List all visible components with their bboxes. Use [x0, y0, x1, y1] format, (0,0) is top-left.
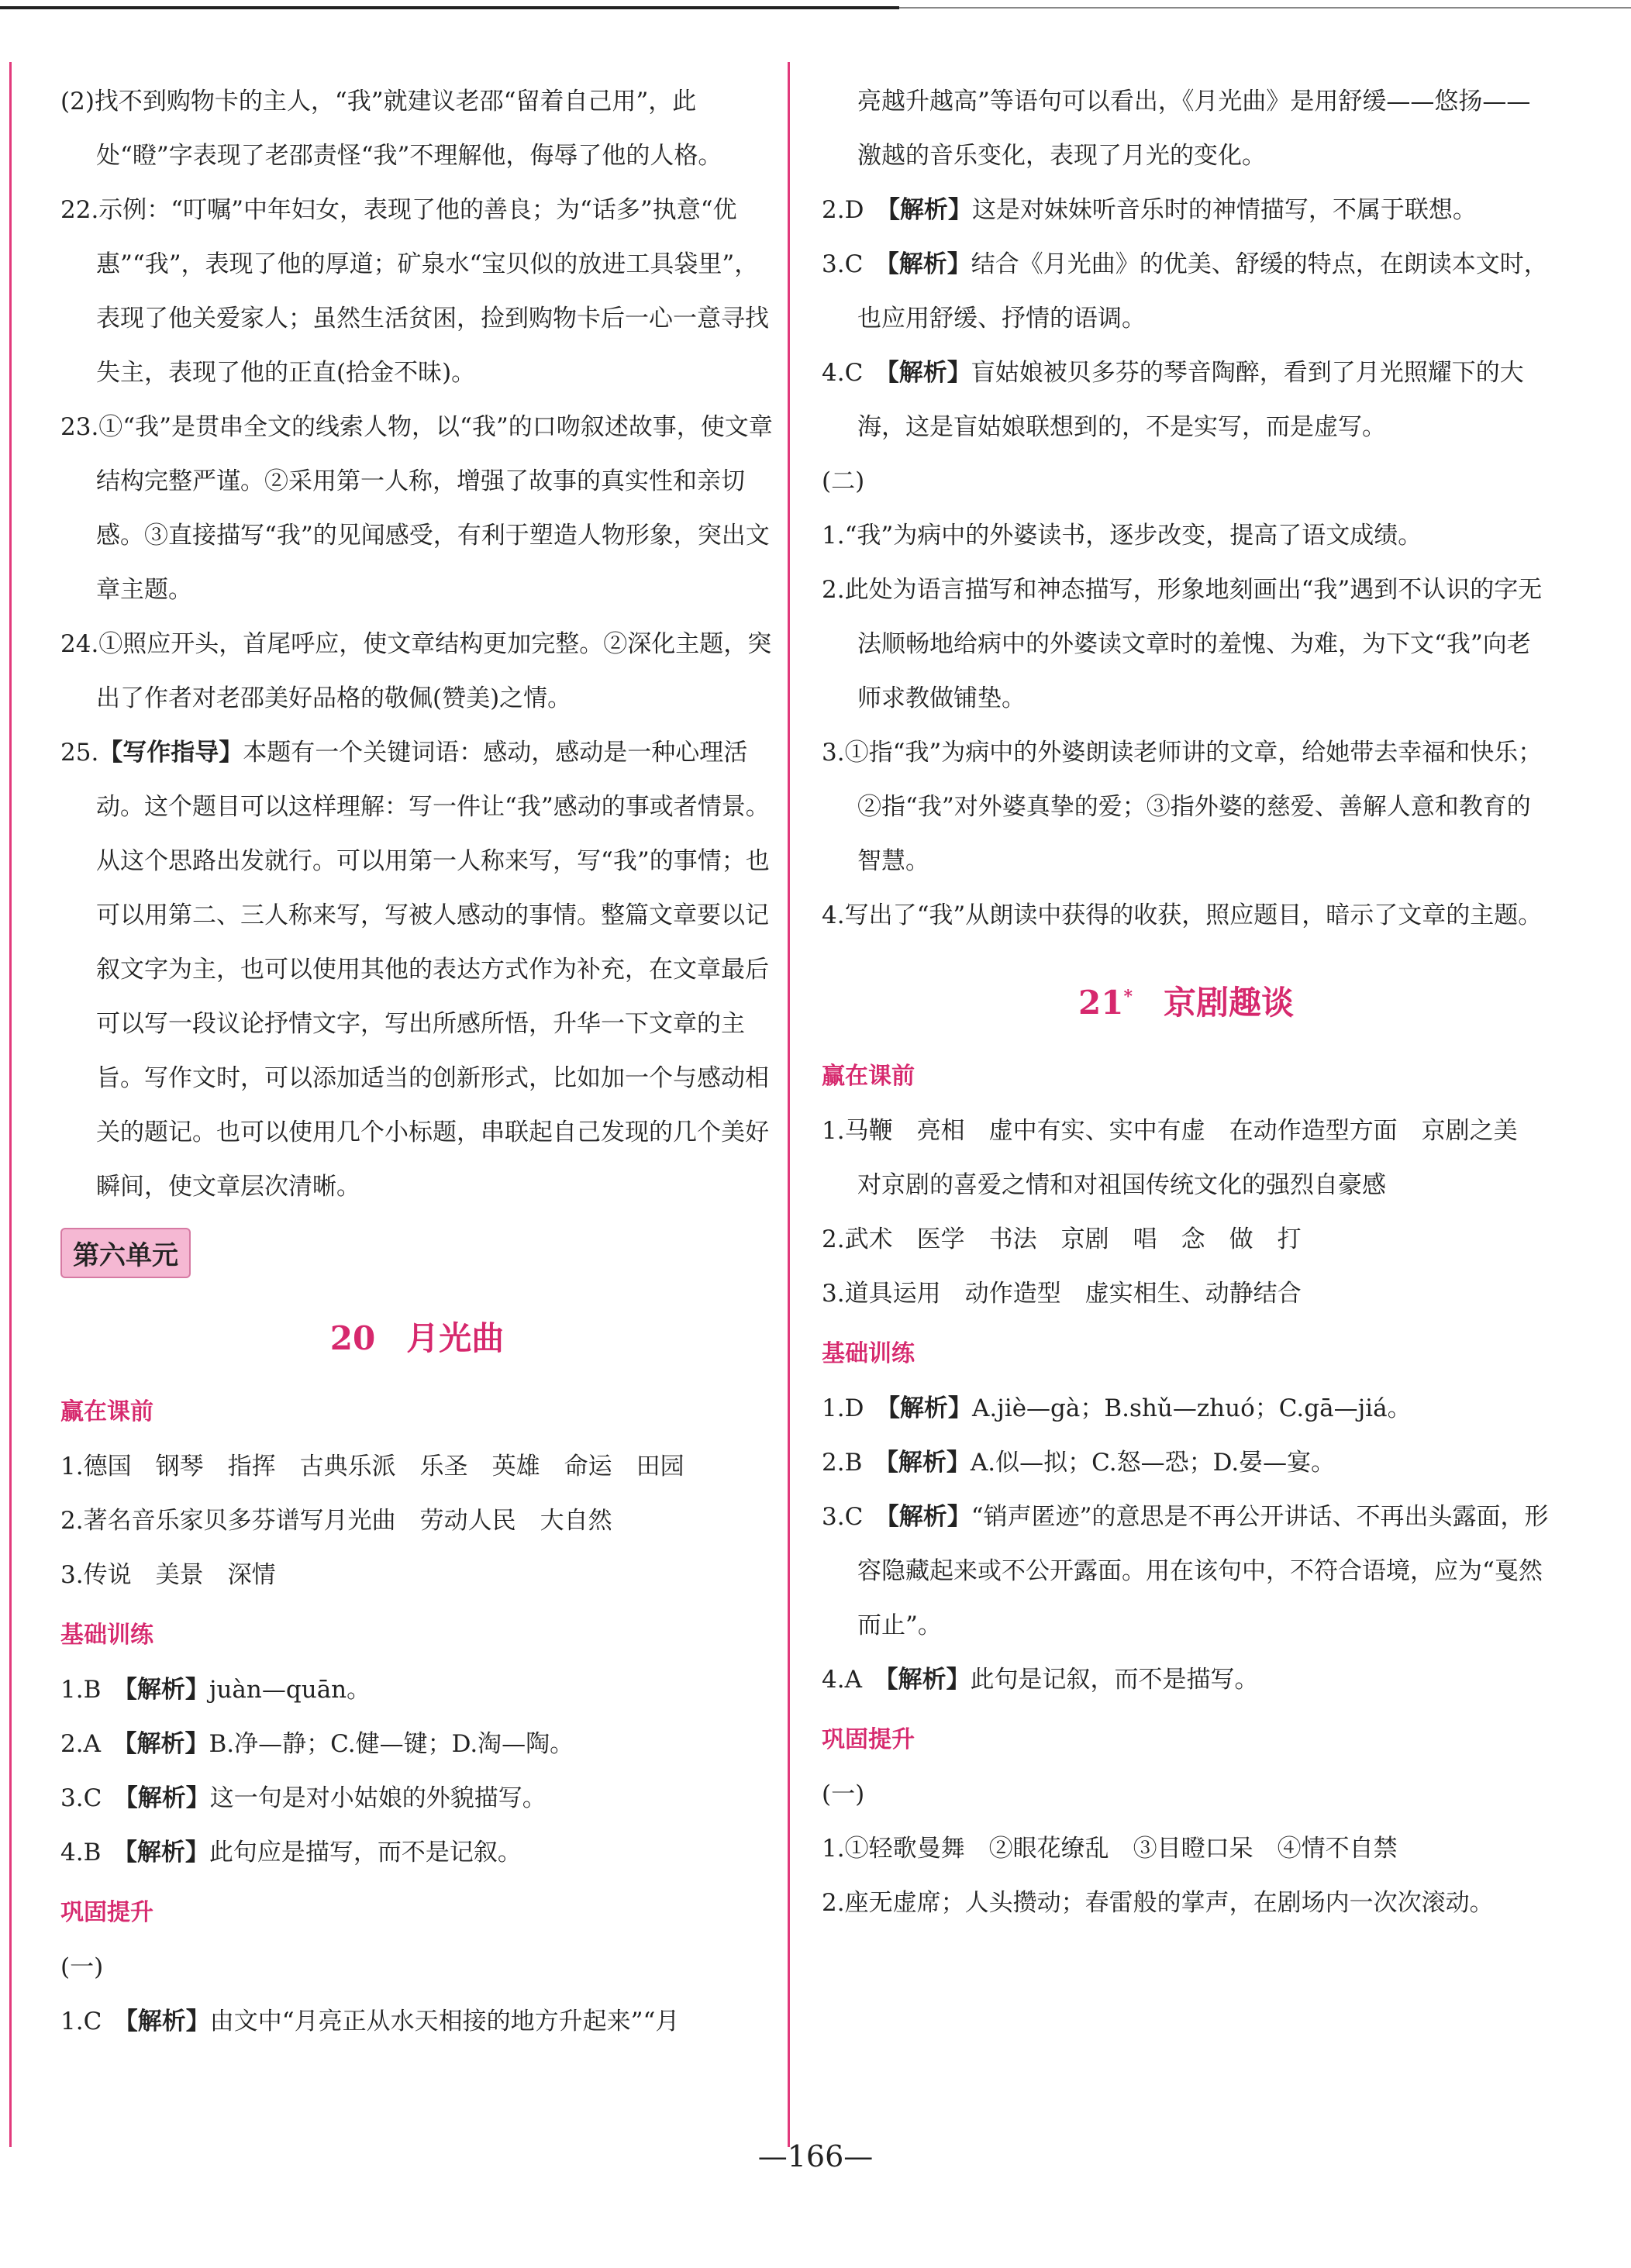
section-heading: 巩固提升 [60, 1899, 153, 1926]
list-item: 1.B 【解析】juàn—quān。 [60, 1676, 371, 1704]
section-heading: 巩固提升 [822, 1726, 915, 1753]
list-item: 2.座无虚席；人头攒动；春雷般的掌声，在剧场内一次次滚动。 [822, 1889, 1494, 1917]
answer-22: 22.示例：“叮嘱”中年妇女，表现了他的善良；为“话多”执意“优惠”“我”，表现了他的厚道；矿泉水“宝贝似的放进工具袋里”，表现了他关爱家人；虽然生活贫困，捡到购物卡后一心一意寻找失主，表现了他的正直(拾金不昧)。 [60, 196, 769, 387]
list-item: 1.马鞭 亮相 虚中有实、实中有虚 在动作造型方面 京剧之美 对京剧的喜爱之情和对祖国传统文化的强烈自豪感 [822, 1117, 1542, 1199]
lesson-title-21 [822, 958, 1550, 1042]
lesson-star: * [1123, 987, 1133, 1007]
section-heading: 赢在课前 [60, 1398, 153, 1425]
list-item: 3.传说 美景 深情 [60, 1561, 276, 1589]
list-item: 4.B 【解析】此句应是描写，而不是记叙。 [60, 1839, 522, 1866]
list-item: 2.著名音乐家贝多芬谱写月光曲 劳动人民 大自然 [60, 1507, 612, 1535]
list-item: 2.武术 医学 书法 京剧 唱 念 做 打 [822, 1225, 1302, 1253]
list-item: 2.此处为语言描写和神态描写，形象地刻画出“我”遇到不认识的字无法顺畅地给病中的外婆读文章时的羞愧、为难，为下文“我”向老师求教做铺垫。 [822, 576, 1543, 712]
lesson-title-20 [60, 1300, 774, 1377]
answer-21-2: (2)找不到购物卡的主人，“我”就建议老邵“留着自己用”，此处“瞪”字表现了老邵责怪“我”不理解他，侮辱了他的人格。 [60, 88, 722, 170]
unit-badge: 第六单元 [60, 1228, 191, 1278]
list-item: 4.C 【解析】盲姑娘被贝多芬的琴音陶醉，看到了月光照耀下的大海，这是盲姑娘联想到的，不是实写，而是虚写。 [822, 359, 1524, 441]
page-number: —166— [757, 2139, 874, 2173]
list-item: 2.B 【解析】A.似—拟；C.怒—恐；D.晏—宴。 [822, 1449, 1336, 1477]
list-item: 1.C 【解析】由文中“月亮正从水天相接的地方升起来”“月 [60, 2008, 680, 2035]
answer-24: 24.①照应开头，首尾呼应，使文章结构更加完整。②深化主题，突出了作者对老邵美好品格的敬佩(赞美)之情。 [60, 630, 772, 712]
list-item: 3.C 【解析】这一句是对小姑娘的外貌描写。 [60, 1784, 547, 1812]
list-item: 1.D 【解析】A.jiè—gà；B.shǔ—zhuó；C.gā—jiá。 [822, 1394, 1412, 1422]
list-item: 2.A 【解析】B.净—静；C.健—键；D.淘—陶。 [60, 1730, 574, 1758]
center-column-rule [788, 62, 790, 2147]
subsection-label: (二) [822, 467, 865, 495]
list-item: 1.“我”为病中的外婆读书，逐步改变，提高了语文成绩。 [822, 522, 1422, 550]
lesson-name: 月光曲 [406, 1319, 505, 1357]
left-margin-rule [9, 62, 12, 2147]
section-heading: 赢在课前 [822, 1063, 915, 1090]
list-item: 3.①指“我”为病中的外婆朗读老师讲的文章，给她带去幸福和快乐；②指“我”对外婆真挚的爱；③指外婆的慈爱、善解人意和教育的智慧。 [822, 739, 1543, 875]
continued-answer: 亮越升越高”等语句可以看出，《月光曲》是用舒缓——悠扬——激越的音乐变化，表现了月光的变化。 [857, 88, 1531, 170]
lesson-number: 21* [1078, 984, 1133, 1022]
list-item: 4.A 【解析】此句是记叙，而不是描写。 [822, 1666, 1259, 1694]
list-item: 4.写出了“我”从朗读中获得的收获，照应题目，暗示了文章的主题。 [822, 901, 1543, 929]
list-item: 1.①轻歌曼舞 ②眼花缭乱 ③目瞪口呆 ④情不自禁 [822, 1835, 1398, 1863]
answer-25: 25.【写作指导】本题有一个关键词语：感动，感动是一种心理活动。这个题目可以这样理解：写一件让“我”感动的事或者情景。从这个思路出发就行。可以用第一人称来写，写“我”的事情；也可以用第二、三人称来写，写被人感动的事情。整篇文章要以记叙文字为主，也可以使用其他的表达方式作为补充，在文章最后可以写一段议论抒情文字，写出所感所悟，升华一下文章的主旨。写作文时，可以添加适当的创新形式，比如加一个与感动相关的题记。也可以使用几个小标题，串联起自己发现的几个美好瞬间，使文章层次清晰。 [60, 739, 770, 1201]
list-item: 1.德国 钢琴 指挥 古典乐派 乐圣 英雄 命运 田园 [60, 1453, 684, 1480]
subsection-label: (一) [60, 1953, 104, 1981]
list-item: 2.D 【解析】这是对妹妹听音乐时的神情描写，不属于联想。 [822, 196, 1477, 224]
section-heading: 基础训练 [60, 1622, 153, 1649]
top-border [0, 6, 899, 9]
lesson-name: 京剧趣谈 [1163, 984, 1294, 1022]
top-border-thin [899, 7, 1631, 9]
section-heading: 基础训练 [822, 1340, 915, 1367]
list-item: 3.道具运用 动作造型 虚实相生、动静结合 [822, 1280, 1302, 1308]
right-column [822, 74, 1550, 1930]
subsection-label: (一) [822, 1780, 865, 1808]
left-column [60, 74, 774, 2049]
list-item: 3.C 【解析】结合《月光曲》的优美、舒缓的特点，在朗读本文时，也应用舒缓、抒情的语调。 [822, 250, 1548, 333]
list-item: 3.C 【解析】“销声匿迹”的意思是不再公开讲话、不再出头露面，形容隐藏起来或不公开露面。用在该句中，不符合语境，应为“戛然而止”。 [822, 1503, 1549, 1639]
lesson-number: 20 [329, 1319, 376, 1357]
answer-23: 23.①“我”是贯串全文的线索人物，以“我”的口吻叙述故事，使文章结构完整严谨。②采用第一人称，增强了故事的真实性和亲切感。③直接描写“我”的见闻感受，有利于塑造人物形象，突出文章主题。 [60, 413, 773, 604]
